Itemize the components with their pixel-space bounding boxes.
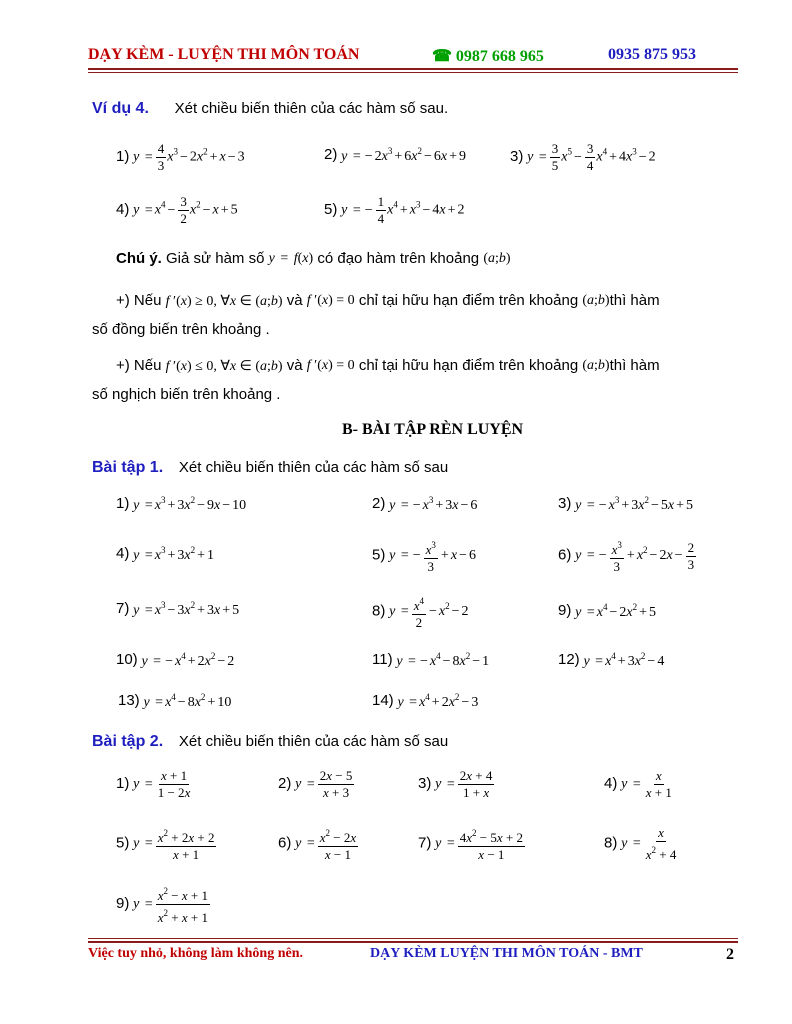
- item-number: 1): [116, 495, 130, 512]
- item-number: 9): [558, 602, 572, 619]
- formula: y = $\frac{x^2 - 2x}{x - 1}$: [295, 828, 357, 862]
- example-4-text: Xét chiều biến thiên của các hàm số sau.: [174, 100, 449, 117]
- item-number: 5): [324, 200, 338, 218]
- item-number: 9): [116, 894, 130, 912]
- header-phone-2: 0935 875 953: [608, 46, 696, 63]
- formula: f ′(x) = 0: [306, 358, 355, 374]
- formula: $y = x^4 + 3x^2 - 4$: [583, 651, 665, 670]
- formula: y = $\frac{x}{x + 1}$: [621, 768, 672, 800]
- note-line: [116, 250, 511, 267]
- formula: (a;b): [582, 293, 610, 309]
- exercise-2-heading: [92, 733, 448, 751]
- formula: y = − $\frac{1}{4}$ $x^4 + x^3 - 4x + 2$: [341, 194, 465, 226]
- exercise-1-item-13: [118, 692, 231, 711]
- exercise-1-label: Bài tập 1.: [92, 459, 164, 476]
- formula: y = − $x^4 - 8x^2 - 1$: [396, 651, 490, 670]
- exercise-2-item-4: [604, 769, 675, 800]
- case-text: và: [286, 292, 303, 309]
- footer-rule: [88, 941, 738, 943]
- item-number: 3): [510, 147, 524, 165]
- exercise-1-item-8: [372, 594, 469, 630]
- item-number: 3): [418, 774, 432, 792]
- exercise-1-item-2: [372, 495, 477, 514]
- item-number: 6): [278, 834, 292, 852]
- case-text: chỉ tại hữu hạn điểm trên khoảng: [358, 292, 579, 309]
- exercise-1-item-12: [558, 651, 664, 670]
- case-text: và: [286, 357, 303, 374]
- note-label: Chú ý.: [116, 250, 162, 267]
- example-4-item-4: [116, 195, 238, 226]
- item-number: 14): [372, 692, 394, 709]
- formula: $y = x^4 + 2x^2 - 3$: [397, 692, 479, 711]
- exercise-1-item-10: [116, 651, 234, 670]
- item-number: 1): [116, 147, 130, 165]
- formula: $y = x^3 + 3x^2 - 9x - 10$: [133, 495, 247, 514]
- exercise-1-item-7: [116, 600, 239, 619]
- formula: y = $\frac{x^2 - x + 1}{x^2 + x + 1}$: [133, 886, 208, 925]
- formula: y = − $x^3 + 3x^2 - 5x + 5$: [575, 495, 693, 514]
- note-text-2: có đạo hàm trên khoảng: [317, 250, 480, 267]
- formula: $y = x^4 - 8x^2 + 10$: [143, 692, 232, 711]
- item-number: 5): [116, 834, 130, 852]
- exercise-2-item-2: [278, 769, 355, 800]
- exercise-1-item-11: [372, 651, 489, 670]
- formula: y = $\frac{2x - 5}{x + 3}$: [295, 768, 353, 800]
- item-number: 12): [558, 651, 580, 668]
- item-number: 6): [558, 546, 572, 564]
- exercise-1-item-6: [558, 538, 697, 574]
- exercise-1-item-4: [116, 545, 214, 564]
- case-text: +) Nếu: [116, 292, 162, 309]
- example-4-item-5: [324, 195, 465, 226]
- exercise-1-item-5: [372, 538, 476, 574]
- page-number: 2: [726, 946, 734, 963]
- footer-motto: Việc tuy nhỏ, không làm không nên.: [88, 946, 303, 961]
- example-4-heading: [92, 100, 448, 118]
- note-case-1-end: số đồng biến trên khoảng .: [92, 321, 270, 338]
- item-number: 2): [324, 146, 338, 163]
- item-number: 11): [372, 651, 393, 668]
- exercise-1-heading: [92, 459, 448, 477]
- formula: y = $\frac{x^2 + 2x + 2}{x + 1}$: [133, 828, 215, 862]
- exercise-2-item-1: [116, 769, 193, 800]
- formula: (a;b): [582, 358, 610, 374]
- exercise-2-item-7: [418, 826, 526, 862]
- item-number: 5): [372, 546, 386, 564]
- item-number: 4): [116, 200, 130, 218]
- formula: y = f(x): [268, 251, 314, 267]
- note-text-1: Giả sử hàm số: [166, 250, 265, 267]
- item-number: 7): [418, 834, 432, 852]
- formula: y = − $\frac{x^3}{3}$ + x − 6: [389, 540, 476, 574]
- item-number: 1): [116, 774, 130, 792]
- page-header: [88, 46, 720, 70]
- item-number: 2): [278, 774, 292, 792]
- formula: y = $\frac{x + 1}{1 - 2x}$: [133, 768, 191, 800]
- formula: $y = x^3 - 3x^2 + 3x + 5$: [133, 600, 240, 619]
- exercise-2-item-3: [418, 769, 495, 800]
- item-number: 8): [372, 602, 386, 620]
- formula: y = $\frac{3}{5}$ $x^5$ − $\frac{3}{4}$ $x^4 + 4x^3 - 2$: [527, 141, 656, 173]
- exercise-2-item-8: [604, 826, 679, 862]
- case-text: thì hàm: [609, 357, 660, 374]
- exercise-2-item-9: [116, 884, 211, 925]
- formula: f ′(x) ≥ 0, ∀x ∈ (a;b): [165, 293, 283, 309]
- formula: y = $\frac{x}{x^2 + 4}$: [621, 825, 677, 862]
- formula: y = $\frac{4x^2 - 5x + 2}{x - 1}$: [435, 828, 523, 862]
- exercise-1-item-14: [372, 692, 478, 711]
- exercise-2-label: Bài tập 2.: [92, 733, 164, 750]
- item-number: 2): [372, 495, 386, 512]
- exercise-1-item-1: [116, 495, 246, 514]
- item-number: 8): [604, 834, 618, 852]
- note-case-2-end: số nghịch biến trên khoảng .: [92, 386, 281, 403]
- exercise-2-item-5: [116, 826, 217, 862]
- section-b-title: B- BÀI TẬP RÈN LUYỆN: [342, 421, 524, 438]
- formula: y = $\frac{2x + 4}{1 + x}$: [435, 768, 493, 800]
- header-brand: DẠY KÈM - LUYỆN THI MÔN TOÁN: [88, 46, 360, 63]
- footer-rule-thin: [88, 938, 738, 939]
- example-4-item-3: [510, 142, 656, 173]
- note-case-2: [116, 357, 660, 375]
- item-number: 4): [116, 545, 130, 562]
- case-text: +) Nếu: [116, 357, 162, 374]
- formula: y = − $x^3 + 3x - 6$: [389, 495, 478, 514]
- note-case-1: [116, 292, 660, 310]
- footer-title: DẠY KÈM LUYỆN THI MÔN TOÁN - BMT: [370, 946, 643, 961]
- header-rule-thin: [88, 72, 738, 73]
- header-rule: [88, 68, 738, 70]
- formula: (a;b): [483, 251, 511, 267]
- item-number: 4): [604, 774, 618, 792]
- example-4-item-1: [116, 142, 245, 173]
- item-number: 7): [116, 600, 130, 617]
- formula: $y = x^4$ − $\frac{3}{2}$ $x^2 - x + 5$: [133, 194, 238, 226]
- formula: f ′(x) = 0: [306, 293, 355, 309]
- item-number: 10): [116, 651, 138, 668]
- example-4-label: Ví dụ 4.: [92, 100, 149, 117]
- item-number: 13): [118, 692, 140, 709]
- exercise-1-item-3: [558, 495, 693, 514]
- case-text: thì hàm: [609, 292, 660, 309]
- formula: $y = x^3 + 3x^2 + 1$: [133, 545, 214, 564]
- formula: y = $\frac{x^4}{2}$ − $x^2 - 2$: [389, 596, 469, 630]
- formula: y = − $\frac{x^3}{3}$ + $x^2 - 2x$ − $\frac{2}{3}$: [575, 539, 695, 574]
- exercise-1-item-9: [558, 602, 656, 621]
- formula: y = $\frac{4}{3}$ $x^3 - 2x^2 + x - 3$: [133, 141, 245, 173]
- exercise-1-text: Xét chiều biến thiên của các hàm số sau: [178, 459, 449, 476]
- formula: y = − $2x^3 + 6x^2 - 6x + 9$: [341, 146, 466, 165]
- header-phone-1: ☎ 0987 668 965: [432, 48, 544, 65]
- exercise-2-item-6: [278, 826, 359, 862]
- exercise-2-text: Xét chiều biến thiên của các hàm số sau: [178, 733, 449, 750]
- item-number: 3): [558, 495, 572, 512]
- example-4-item-2: [324, 146, 466, 165]
- formula: f ′(x) ≤ 0, ∀x ∈ (a;b): [165, 358, 283, 374]
- formula: y = − $x^4 + 2x^2 - 2$: [141, 651, 235, 670]
- case-text: chỉ tại hữu hạn điểm trên khoảng: [358, 357, 579, 374]
- formula: $y = x^4 - 2x^2 + 5$: [575, 602, 656, 621]
